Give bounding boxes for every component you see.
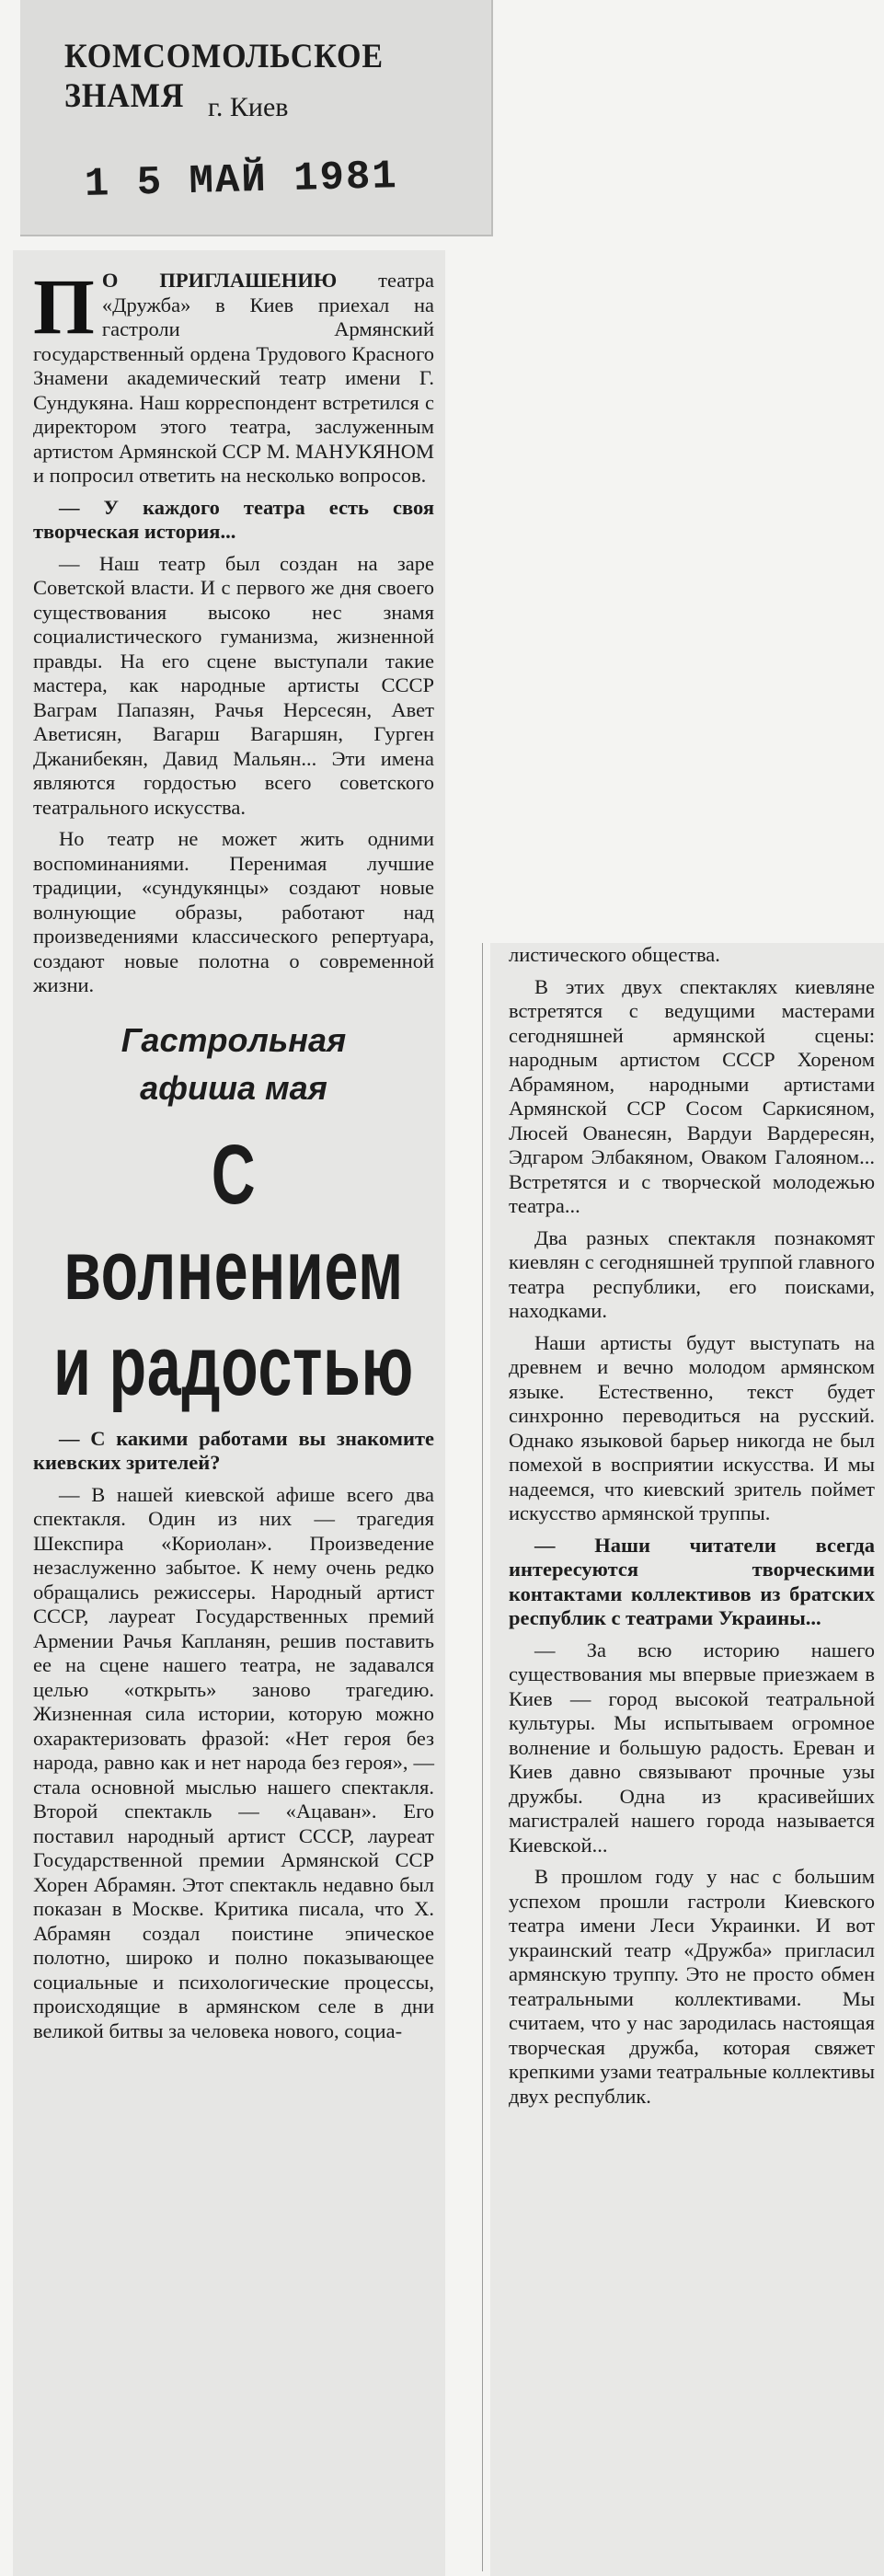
- column-divider: [482, 943, 483, 2571]
- question-3: — Наши читатели всегда интересуются творческими контактами коллективов из братских республик с театрами Украины...: [509, 1533, 875, 1629]
- answer-paragraph-3: — В нашей киевской афише всего два спектакля. Один из них — трагедия Шекспира «Кориолан». Произведение незаслуженно забытое. К нему очень редко обращались режиссеры. Народный артист СССР, лауреат Государственных премий Армении Рачья Капланян, решив поставить ее на сцене нашего театра, не задавался целью «открыть» заново трагедию. Жизненная сила истории, которую можно охарактеризовать фразой: «Нет героя без народа, равно как и нет народа без героя», — стала основной мыслью нашего спектакля. Второй спектакль — «Ацаван». Его поставил народный артист СССР, лауреат Государственной премии Армянской ССР Хорен Абрамян. Этот спектакль недавно был показан в Москве. Критика писала, что Х. Абрамян создал поистине эпическое полотно, широко и полно показывающее социальные и психологические процессы, происходящие в армянском селе в дни великой битвы за человека нового, социа-: [33, 1482, 434, 2042]
- lead-opening-words: О ПРИГЛАШЕНИЮ: [101, 269, 338, 292]
- date-stamp: 1 5 МАЙ 1981: [84, 154, 399, 208]
- answer-paragraph-2: Но театр не может жить одними воспоминаниями. Перенимая лучшие традиции, «сундукянцы» создают новые волнующие образы, работают над произведениями классического репертуара, создают новые полотна о современной жизни.: [33, 827, 434, 996]
- question-1: — У каждого театра есть своя творческая история...: [33, 495, 434, 543]
- newspaper-title: КОМСОМОЛЬСКОЕ ЗНАМЯ: [64, 38, 384, 115]
- rubric-heading: [33, 1017, 434, 1112]
- article-column-left: [13, 250, 445, 2576]
- answer-paragraph-1: — Наш театр был создан на заре Советской власти. И с первого же дня своего существования высоко нес знамя социалистического гуманизма, жизненной правды. На его сцене выступали такие мастера, как народные артисты СССР Ваграм Папазян, Рачья Нерсесян, Авет Аветисян, Вагарш Вагаршян, Гурген Джанибекян, Давид Мальян... Эти имена являются гордостью всего советского театрального искусства.: [33, 551, 434, 819]
- answer-paragraph-5: Два разных спектакля познакомят киевлян с сегодняшней труппой главного театра республики, его поисками, находками.: [509, 1225, 875, 1322]
- answer-paragraph-3-continued: листического общества.: [509, 943, 720, 966]
- article-column-right: [490, 943, 884, 2576]
- article-headline: [50, 1127, 418, 1414]
- question-2: — С какими работами вы знакомите киевских зрителей?: [33, 1426, 434, 1474]
- answer-paragraph-6: Наши артисты будут выступать на древнем и вечно молодом армянском языке. Естественно, текст будет синхронно переводиться на русский. Однако языковой барьер никогда не был помехой в восприятии искусства. И мы надеемся, что киевский зритель поймет искусство армянской труппы.: [509, 1330, 875, 1524]
- article-lead: [33, 262, 435, 489]
- answer-paragraph-7: — За всю историю нашего существования мы впервые приезжаем в Киев — город высокой театральной культуры. Мы испытываем огромное волнение и большую радость. Ереван и Киев давно связывают прочные узы дружбы. Одна из красивейших магистралей нашего города называется Киевской...: [509, 1638, 875, 1857]
- answer-paragraph-8: В прошлом году у нас с большим успехом прошли гастроли Киевского театра имени Леси Украинки. И вот украинский театр «Дружба» пригласил армянскую труппу. Это не просто обмен театральными коллективами. Мы считаем, что у нас зародилась настоящая творческая дружба, которая свяжет крепкими узами театральные коллективы двух республик.: [509, 1865, 875, 2108]
- newspaper-masthead-clipping: [20, 0, 493, 236]
- answer-paragraph-4: В этих двух спектаклях киевляне встретятся с ведущими мастерами сегодняшней армянской сцены: народным артистом СССР Хореном Абрамяном, народными артистами Армянской ССР Сосом Саркисяном, Люсей Ованесян, Вардуи Вардересян, Эдгаром Элбакяном, Оваком Галояном... Встретятся и с творческой молодежью театра...: [509, 974, 875, 1217]
- headline-line-2: и радостью: [53, 1318, 414, 1413]
- rubric-line-2: афиша мая: [140, 1068, 327, 1107]
- newspaper-city: г. Киев: [208, 92, 289, 122]
- lead-text: театра «Дружба» в Киев приехал на гастроли Армянский государственный ордена Трудового Красного Знамени академический театр имени Г. Сундукяна. Наш корреспондент встретился с директором этого театра, заслуженным артистом Армянской ССР М. МАНУКЯНОМ и попросил ответить на несколько вопросов.: [33, 269, 435, 487]
- drop-cap: П: [33, 262, 95, 351]
- rubric-line-1: Гастрольная: [121, 1020, 347, 1059]
- headline-line-1: С волнением: [63, 1127, 404, 1317]
